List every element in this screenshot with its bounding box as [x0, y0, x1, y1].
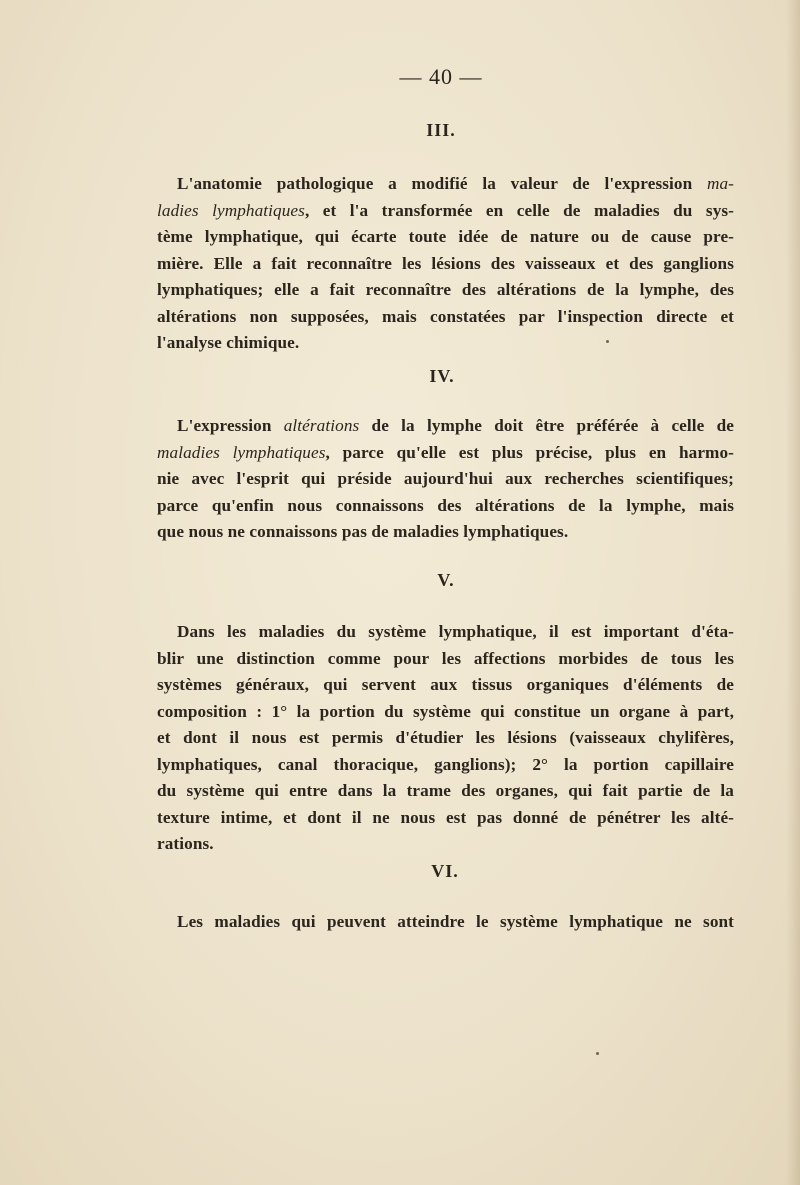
- paragraph-line: nie avec l'esprit qui préside aujourd'hui aux recherches scientifiques;: [157, 469, 734, 488]
- paragraph-line: et dont il nous est permis d'étudier les lésions (vaisseaux chylifères,: [157, 728, 734, 747]
- section-paragraph-vi: [157, 909, 734, 936]
- page-edge-shadow: [786, 0, 800, 1185]
- paragraph-line: L'expression altérations de la lymphe doit être préférée à celle de: [177, 416, 735, 435]
- page-number: — 40 —: [399, 64, 483, 89]
- paragraph-line: lymphatiques, canal thoracique, ganglions); 2° la portion capillaire: [157, 754, 734, 774]
- paragraph-line: mière. Elle a fait reconnaître les lésions des vaisseaux et des ganglions: [157, 253, 734, 273]
- paragraph-line: parce qu'enfin nous connaissons des altérations de la lymphe, mais: [157, 495, 734, 515]
- paragraph-line: Les maladies qui peuvent atteindre le système lymphatique ne sont: [177, 912, 734, 931]
- paragraph-line: rations.: [157, 834, 214, 853]
- section-paragraph-iii: [157, 171, 734, 357]
- paragraph-line: tème lymphatique, qui écarte toute idée de nature ou de cause pre-: [157, 227, 734, 246]
- paper-speck: [596, 1052, 599, 1055]
- paragraph-line: du système qui entre dans la trame des organes, qui fait partie de la: [157, 781, 734, 800]
- paragraph-line: Dans les maladies du système lymphatique, il est important d'éta-: [177, 622, 734, 641]
- section-heading-iii: III.: [426, 120, 456, 140]
- section-paragraph-iv: [157, 413, 734, 546]
- paper-speck: [606, 340, 609, 343]
- paper-speck: [482, 316, 485, 319]
- paragraph-line: texture intime, et dont il ne nous est pas donné de pénétrer les alté-: [157, 807, 734, 827]
- section-heading-vi: VI.: [431, 861, 459, 881]
- paragraph-line: composition : 1° la portion du système qui constitue un organe à part,: [157, 701, 734, 721]
- paragraph-line: que nous ne connaissons pas de maladies lymphatiques.: [157, 522, 569, 541]
- paragraph-line: systèmes généraux, qui servent aux tissus organiques d'éléments de: [157, 675, 734, 694]
- section-heading-iv: IV.: [429, 366, 455, 386]
- paragraph-line: ladies lymphatiques, et l'a transformée en celle de maladies du sys-: [157, 200, 734, 220]
- paragraph-line: altérations non supposées, mais constatées par l'inspection directe et: [157, 306, 734, 326]
- paragraph-line: blir une distinction comme pour les affections morbides de tous les: [157, 648, 734, 668]
- paragraph-line: l'analyse chimique.: [157, 333, 300, 352]
- paragraph-line: maladies lymphatiques, parce qu'elle est plus précise, plus en harmo-: [157, 442, 734, 462]
- section-heading-v: V.: [437, 570, 455, 590]
- paragraph-line: lymphatiques; elle a fait reconnaître des altérations de la lymphe, des: [157, 280, 734, 299]
- paragraph-line: L'anatomie pathologique a modifié la valeur de l'expression ma-: [177, 174, 734, 193]
- section-paragraph-v: [157, 619, 734, 858]
